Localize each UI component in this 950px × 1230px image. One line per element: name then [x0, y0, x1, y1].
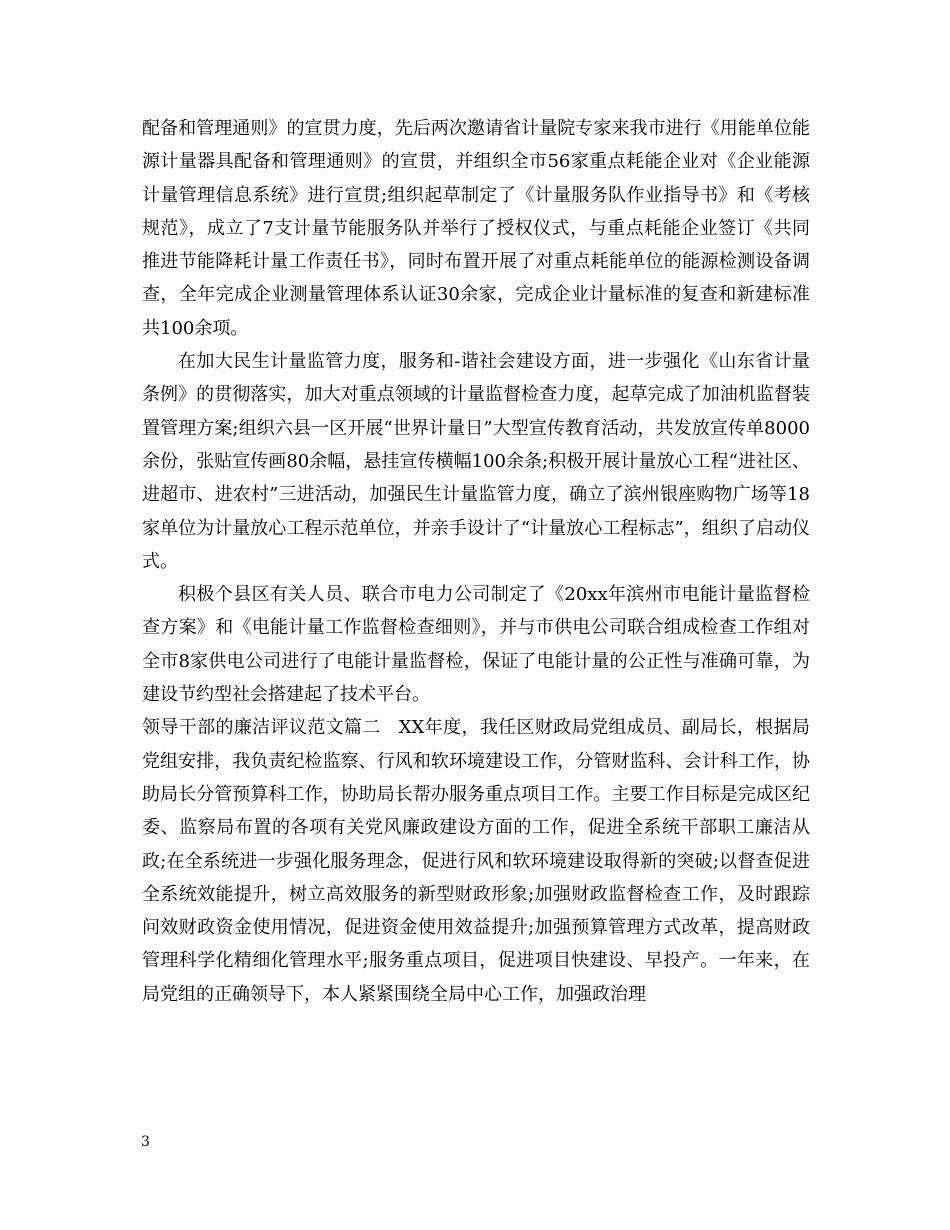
page-number: 3 — [141, 1134, 150, 1150]
section-heading: 领导干部的廉洁评议范文篇二 — [142, 717, 381, 739]
paragraph-livelihood-metrology: 在加大民生计量监管力度，服务和-谐社会建设方面，进一步强化《山东省计量条例》的贯彻落实，加大对重点领域的计量监督检查力度，起草完成了加油机监督装置管理方案;组织六县一区开展“世界计量日”大型宣传教育活动，共发放宣传单8000余份，张贴宣传画80余幅，悬挂宣传横幅100余条;积极开展计量放心工程“进社区、进超市、进农村”三进活动，加强民生计量监管力度，确立了滨州银座购物广场等18家单位为计量放心工程示范单位，并亲手设计了“计量放心工程标志”，组织了启动仪式。 — [142, 351, 810, 572]
section-text: XX年度，我任区财政局党组成员、副局长，根据局党组安排，我负责纪检监察、行风和软环境建设工作，分管财监科、会计科工作，协助局长分管预算科工作，协助局长帮办服务重点项目工作。主要工作目标是完成区纪委、监察局布置的各项有关党风廉政建设方面的工作，促进全系统干部职工廉洁从政;在全系统进一步强化服务理念，促进行风和软环境建设取得新的突破;以督查促进全系统效能提升，树立高效服务的新型财政形象;加强财政监督检查工作，及时跟踪问效财政资金使用情况，促进资金使用效益提升;加强预算管理方式改革，提高财政管理科学化精细化管理水平;服务重点项目，促进项目快建设、早投产。一年来，在局党组的正确领导下，本人紧紧围绕全局中心工作，加强政治理 — [142, 717, 810, 1005]
paragraph-continuation: 配备和管理通则》的宣贯力度，先后两次邀请省计量院专家来我市进行《用能单位能源计量器具配备和管理通则》的宣贯，并组织全市56家重点耗能企业对《企业能源计量管理信息系统》进行宣贯;组织起草制定了《计量服务队作业指导书》和《考核规范》，成立了7支计量节能服务队并举行了授权仪式，与重点耗能企业签订《共同推进节能降耗计量工作责任书》，同时布置开展了对重点耗能单位的能源检测设备调查，全年完成企业测量管理体系认证30余家，完成企业计量标准的复查和新建标准共100余项。 — [142, 118, 810, 339]
paragraph-power-metering: 积极个县区有关人员、联合市电力公司制定了《20xx年滨州市电能计量监督检查方案》和《电能计量工作监督检查细则》，并与市供电公司联合组成检查工作组对全市8家供电公司进行了电能计量监督检，保证了电能计量的公正性与准确可靠，为建设节约型社会搭建起了技术平台。 — [142, 584, 810, 706]
section-paragraph — [142, 711, 810, 1011]
document-body — [142, 112, 810, 1011]
